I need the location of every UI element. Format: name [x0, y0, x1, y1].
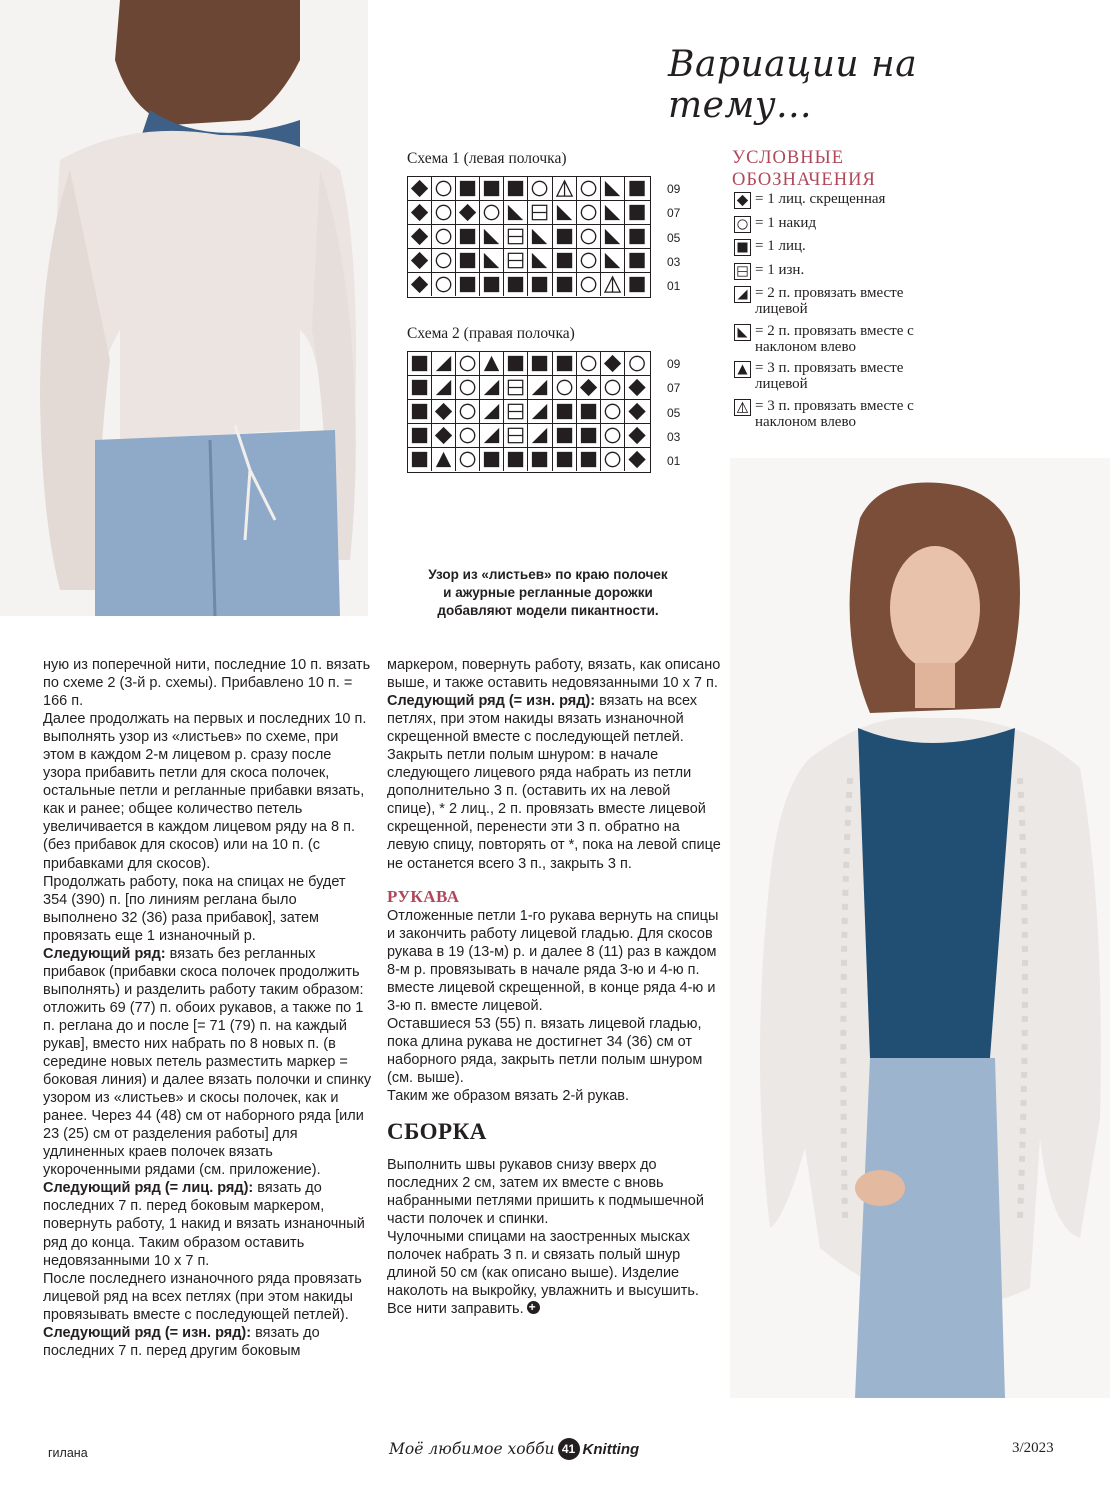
- legend-text: = 1 лиц. скрещенная: [755, 191, 886, 207]
- footer-issue: 3/2023: [1012, 1440, 1054, 1456]
- row-number: 05: [667, 405, 681, 420]
- legend-list: [734, 191, 984, 435]
- diamond-icon: [408, 225, 432, 248]
- circle-icon: [625, 352, 649, 375]
- legend-item: [734, 262, 984, 280]
- tri-left-icon: [601, 225, 625, 248]
- square-icon: [504, 352, 528, 375]
- circle-icon: [601, 424, 625, 447]
- circle-icon: [432, 177, 456, 200]
- tri-right-icon: [432, 376, 456, 399]
- legend-title: УСЛОВНЫЕ ОБОЗНАЧЕНИЯ: [732, 148, 876, 190]
- schema-row: [408, 448, 650, 472]
- footer-left-text: гилана: [48, 1446, 88, 1460]
- tri-3-icon: [480, 352, 504, 375]
- row-number: 01: [667, 454, 681, 469]
- paragraph: Следующий ряд (= лиц. ряд): вязать до последних 7 п. перед боковым маркером, повернуть работу, 1 накид и вязать изнаночный ряд до конца. Таким образом оставить недовязанными 10 х 7 п.: [43, 1180, 365, 1269]
- paragraph: Следующий ряд: вязать без регланных прибавок (прибавки скоса полочек продолжить выполнять) и разделить работу таким образом: отложить 69 (77) п. обоих рукавов, а также по 1 п. реглана до и после [= 71 (79) п. на каждый рукав], вместо них набрать по 8 новых п. (в середине новых петель разместить маркер = боковая линия) и далее вязать полочки и спинку узором из «листьев» и скосы полочек, как и ранее. Через 44 (48) см от наборного ряда [или 23 (25) см от разделения работы] для удлиненных краев полочек вязать укороченными рядами (см. приложение).: [43, 945, 372, 1179]
- tri-3-left-icon: [553, 177, 577, 200]
- circle-icon: [577, 352, 601, 375]
- square-icon: [553, 225, 577, 248]
- square-icon: [553, 400, 577, 423]
- diamond-icon: [625, 400, 649, 423]
- text-column-left: [43, 656, 373, 1360]
- legend-text: = 2 п. провязать вместе с наклоном влево: [755, 322, 914, 355]
- purl-icon: [504, 225, 528, 248]
- paragraph: Выполнить швы рукавов снизу вверх до последних 2 см, затем их вместе с вновь набранными петлями пришить к подмышечной части полочек и спинки.: [387, 1157, 704, 1228]
- square-icon: [625, 273, 649, 296]
- schema-2-row-numbers: [667, 352, 697, 473]
- legend-text: = 3 п. провязать вместе с наклоном влево: [755, 397, 914, 430]
- end-mark-icon: [527, 1301, 540, 1314]
- square-icon: [553, 273, 577, 296]
- square-icon: [553, 249, 577, 272]
- diamond-icon: [408, 201, 432, 224]
- section-heading-sleeves: РУКАВА: [387, 886, 460, 906]
- photo-front-view: [730, 458, 1110, 1398]
- footer-brand: Knitting: [582, 1440, 640, 1458]
- diamond-icon: [734, 192, 751, 209]
- tri-left-icon: [553, 201, 577, 224]
- square-icon: [408, 352, 432, 375]
- schema-row: [408, 201, 650, 225]
- tri-right-icon: [432, 352, 456, 375]
- schema-row: [408, 273, 650, 297]
- square-icon: [456, 249, 480, 272]
- schema-1-row-numbers: [667, 177, 697, 298]
- tri-right-icon: [734, 286, 751, 303]
- tri-left-icon: [528, 249, 552, 272]
- paragraph: ную из поперечной нити, последние 10 п. вязать по схеме 2 (3-й р. схемы). Прибавлено 10 п. = 166 п.: [43, 657, 371, 710]
- tri-left-icon: [734, 324, 751, 341]
- square-icon: [408, 376, 432, 399]
- diamond-icon: [432, 400, 456, 423]
- purl-icon: [504, 376, 528, 399]
- circle-icon: [577, 225, 601, 248]
- diamond-icon: [625, 448, 649, 471]
- tri-3-icon: [734, 361, 751, 378]
- diamond-icon: [408, 177, 432, 200]
- schema-row: [408, 249, 650, 273]
- legend-item: [734, 398, 984, 430]
- paragraph: Следующий ряд (= изн. ряд): вязать на всех петлях, при этом накиды вязать изнаночной скрещенной вместе с последующей петлей.: [387, 693, 698, 746]
- circle-icon: [456, 376, 480, 399]
- square-icon: [456, 225, 480, 248]
- schema-row: [408, 400, 650, 424]
- tri-left-icon: [528, 225, 552, 248]
- paragraph: Отложенные петли 1-го рукава вернуть на спицы и закончить работу лицевой гладью. Для скосов рукава в 19 (13-м) р. и далее 8 (11) раз в каждом 8-м р. провязывать в начале ряда 3-ю и 4-ю п. вместе лицевой скрещенной, в конце ряда 4-ю и 3-ю п. вместе лицевой.: [387, 907, 719, 1014]
- diamond-icon: [408, 273, 432, 296]
- page-title: Вариации на тему...: [668, 44, 918, 126]
- square-icon: [734, 239, 751, 256]
- tri-left-icon: [601, 249, 625, 272]
- legend-text: = 1 лиц.: [755, 238, 806, 254]
- row-number: 01: [667, 279, 681, 294]
- circle-icon: [456, 424, 480, 447]
- circle-icon: [432, 249, 456, 272]
- tri-3-left-icon: [601, 273, 625, 296]
- square-icon: [408, 400, 432, 423]
- legend-item: [734, 238, 984, 256]
- circle-icon: [432, 201, 456, 224]
- circle-icon: [456, 448, 480, 471]
- square-icon: [625, 249, 649, 272]
- square-icon: [625, 177, 649, 200]
- legend-text: = 2 п. провязать вместе лицевой: [755, 285, 904, 317]
- paragraph: Продолжать работу, пока на спицах не будет 354 (390) п. [по линиям реглана было выполнено 32 (36) раза прибавок], затем провязать еще 1 изнаночный р.: [43, 873, 346, 944]
- tri-right-icon: [528, 400, 552, 423]
- square-icon: [480, 448, 504, 471]
- legend-item: [734, 323, 984, 355]
- square-icon: [528, 273, 552, 296]
- paragraph: Оставшиеся 53 (55) п. вязать лицевой гладью, пока длина рукава не достигнет 34 (36) см от наборного ряда, закрыть петли полым шнуром (см. выше).: [387, 1015, 703, 1086]
- square-icon: [577, 400, 601, 423]
- circle-icon: [577, 273, 601, 296]
- purl-icon: [504, 424, 528, 447]
- purl-icon: [734, 263, 751, 280]
- square-icon: [480, 273, 504, 296]
- section-heading-assembly: СБОРКА: [387, 1119, 487, 1145]
- tri-right-icon: [528, 376, 552, 399]
- row-number: 09: [667, 357, 681, 371]
- legend-item: [734, 191, 984, 209]
- row-number: 05: [667, 230, 681, 245]
- tri-3-icon: [432, 448, 456, 471]
- schema-row: [408, 424, 650, 448]
- diamond-icon: [432, 424, 456, 447]
- square-icon: [553, 352, 577, 375]
- legend-text: = 3 п. провязать вместе лицевой: [755, 360, 904, 392]
- row-number: 03: [667, 254, 681, 269]
- text-column-middle: [387, 656, 722, 1319]
- circle-icon: [480, 201, 504, 224]
- circle-icon: [553, 376, 577, 399]
- schema-1-caption: Схема 1 (левая полочка): [407, 150, 567, 167]
- paragraph: Далее продолжать на первых и последних 10 п. выполнять узор из «листьев» по схеме, при этом в каждом 2-м лицевом р. сразу после узора прибавить петли для скоса полочек, остальные петли и регланные прибавки вязать, как и ранее; общее количество петель увеличивается в каждом лицевом ряду на 8 п. (без прибавок для скосов) или на 10 п. (с прибавками для скосов).: [43, 711, 367, 872]
- circle-icon: [734, 216, 751, 233]
- paragraph: Чулочными спицами на заостренных мысках полочек набрать 3 п. и связать полый шнур длиной 50 см (как описано выше). Изделие наколоть на выкройку, увлажнить и высушить. Все нити заправить.+: [387, 1228, 722, 1318]
- square-icon: [408, 424, 432, 447]
- square-icon: [456, 177, 480, 200]
- diamond-icon: [408, 249, 432, 272]
- paragraph: маркером, повернуть работу, вязать, как описано выше, и также оставить недовязанными 10 х 7 п.: [387, 657, 721, 692]
- schema-row: [408, 225, 650, 249]
- row-number: 07: [667, 381, 681, 396]
- legend-item: [734, 215, 984, 233]
- page-number: 41: [558, 1438, 580, 1460]
- paragraph: Следующий ряд (= изн. ряд): вязать до последних 7 п. перед другим боковым: [43, 1324, 320, 1359]
- circle-icon: [432, 273, 456, 296]
- legend-text: = 1 изн.: [755, 261, 805, 278]
- circle-icon: [577, 201, 601, 224]
- legend-item: [734, 360, 984, 392]
- tri-left-icon: [480, 225, 504, 248]
- tri-left-icon: [601, 177, 625, 200]
- schema-row: [408, 376, 650, 400]
- schema-1-grid: [407, 176, 651, 298]
- tri-right-icon: [480, 424, 504, 447]
- circle-icon: [456, 400, 480, 423]
- square-icon: [528, 352, 552, 375]
- diamond-icon: [625, 424, 649, 447]
- tri-left-icon: [601, 201, 625, 224]
- row-number: 03: [667, 429, 681, 444]
- diamond-icon: [625, 376, 649, 399]
- circle-icon: [456, 352, 480, 375]
- square-icon: [577, 448, 601, 471]
- circle-icon: [601, 400, 625, 423]
- square-icon: [480, 177, 504, 200]
- circle-icon: [432, 225, 456, 248]
- circle-icon: [577, 249, 601, 272]
- tri-right-icon: [480, 376, 504, 399]
- circle-icon: [601, 376, 625, 399]
- legend-text: = 1 накид: [755, 214, 817, 231]
- square-icon: [625, 225, 649, 248]
- circle-icon: [577, 177, 601, 200]
- tri-left-icon: [480, 249, 504, 272]
- tri-left-icon: [504, 201, 528, 224]
- diamond-icon: [601, 352, 625, 375]
- square-icon: [504, 448, 528, 471]
- tri-3-left-icon: [734, 399, 751, 416]
- square-icon: [553, 424, 577, 447]
- photo-back-view: [0, 0, 368, 616]
- schema-2-caption: Схема 2 (правая полочка): [407, 325, 575, 342]
- schema-2-grid: [407, 351, 651, 473]
- tri-right-icon: [480, 400, 504, 423]
- square-icon: [577, 424, 601, 447]
- tri-right-icon: [528, 424, 552, 447]
- photo-caption: Узор из «листьев» по краю полочек и ажурные регланные дорожки добавляют модели пикантности.: [428, 567, 668, 618]
- footer-magazine: Моё любимое хобби 41 Knitting: [389, 1440, 640, 1458]
- row-number: 07: [667, 206, 681, 221]
- square-icon: [504, 177, 528, 200]
- purl-icon: [504, 249, 528, 272]
- square-icon: [408, 448, 432, 471]
- circle-icon: [601, 448, 625, 471]
- paragraph: После последнего изнаночного ряда провязать лицевой ряд на всех петлях (при этом накиды провязывать вместе с последующей петлей).: [43, 1270, 362, 1323]
- purl-icon: [528, 201, 552, 224]
- schema-row: [408, 177, 650, 201]
- square-icon: [504, 273, 528, 296]
- schema-row: [408, 352, 650, 376]
- circle-icon: [528, 177, 552, 200]
- row-number: 09: [667, 182, 681, 196]
- legend-item: [734, 285, 984, 317]
- square-icon: [528, 448, 552, 471]
- square-icon: [625, 201, 649, 224]
- square-icon: [553, 448, 577, 471]
- diamond-icon: [577, 376, 601, 399]
- square-icon: [456, 273, 480, 296]
- diamond-icon: [456, 201, 480, 224]
- paragraph: Таким же образом вязать 2-й рукав.: [387, 1088, 630, 1105]
- purl-icon: [504, 400, 528, 423]
- paragraph: Закрыть петли полым шнуром: в начале следующего лицевого ряда набрать из петли дополнительно 3 п. (оставить их на левой спице), * 2 лиц., 2 п. провязать вместе лицевой скрещенной, перенести эти 3 п. обратно на левую спицу, повторять от *, пока на левой спице не останется всего 3 п., закрыть 3 п.: [387, 747, 721, 872]
